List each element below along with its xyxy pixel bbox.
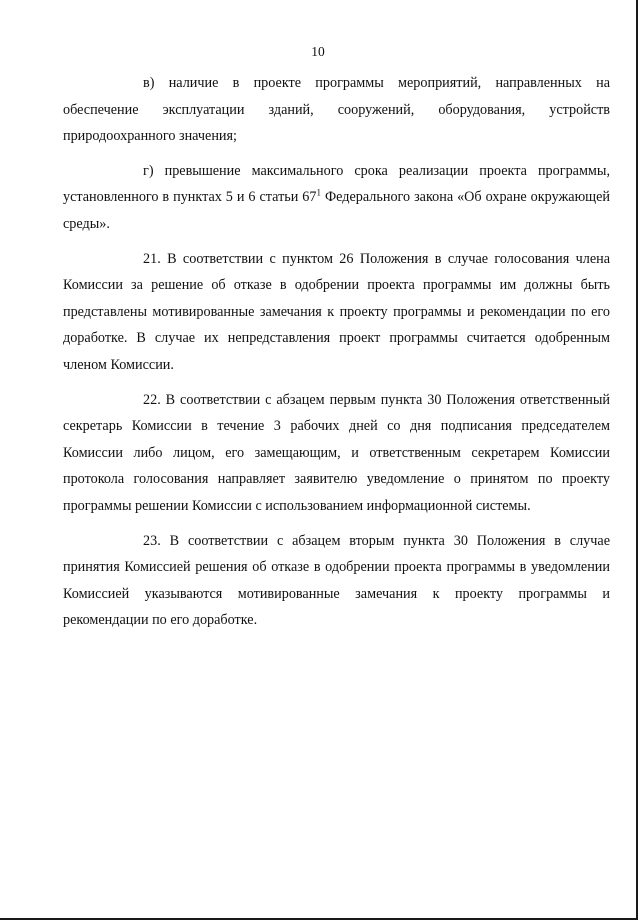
page-number: 10 <box>311 44 325 59</box>
paragraph-21 <box>63 246 610 379</box>
paragraph-g <box>63 158 610 238</box>
paragraph-label: 21. <box>143 250 161 267</box>
paragraph-label: г) <box>143 162 154 179</box>
paragraph-label: 22. <box>143 391 161 408</box>
paragraph-text: превышение максимального срока реализации проекта программы, установленного в пунктах 5 и 6 статьи 67 <box>63 162 610 206</box>
paragraph-23 <box>63 528 610 634</box>
paragraph-text: В соответствии с абзацем вторым пункта 30 Положения в случае принятия Комиссией решения об отказе в одобрении проекта программы в уведомлении Комиссией указываются мотивированные замечания к проекту программы и рекомендации по его доработке. <box>63 532 611 629</box>
superscript: 1 <box>316 187 321 198</box>
paragraph-text-continued: Федерального закона «Об охране окружающей среды». <box>63 189 610 232</box>
paragraph-22 <box>63 387 610 520</box>
paragraph-text: наличие в проекте программы мероприятий, направленных на обеспечение эксплуатации зданий, сооружений, оборудования, устройств природоохранного значения; <box>63 75 610 145</box>
paragraph-v <box>63 70 610 150</box>
paragraph-label: 23. <box>143 532 161 549</box>
paragraph-label: в) <box>143 75 155 91</box>
paragraph-text: В соответствии с пунктом 26 Положения в случае голосования члена Комиссии за решение об отказе в одобрении проекта программы им должны быть представлены мотивированные замечания к проекту программы и рекомендации по его доработке. В случае их непредставления проект программы считается одобренным членом Комиссии. <box>63 250 611 373</box>
paragraph-text: В соответствии с абзацем первым пункта 30 Положения ответственный секретарь Комиссии в течение 3 рабочих дней со дня подписания председателем Комиссии либо лицом, его замещающим, и ответственным секретарем Комиссии протокола голосования направляет заявителю уведомление о принятом по проекту программы решении Комиссии с использованием информационной системы. <box>63 391 611 514</box>
document-body <box>63 70 610 634</box>
